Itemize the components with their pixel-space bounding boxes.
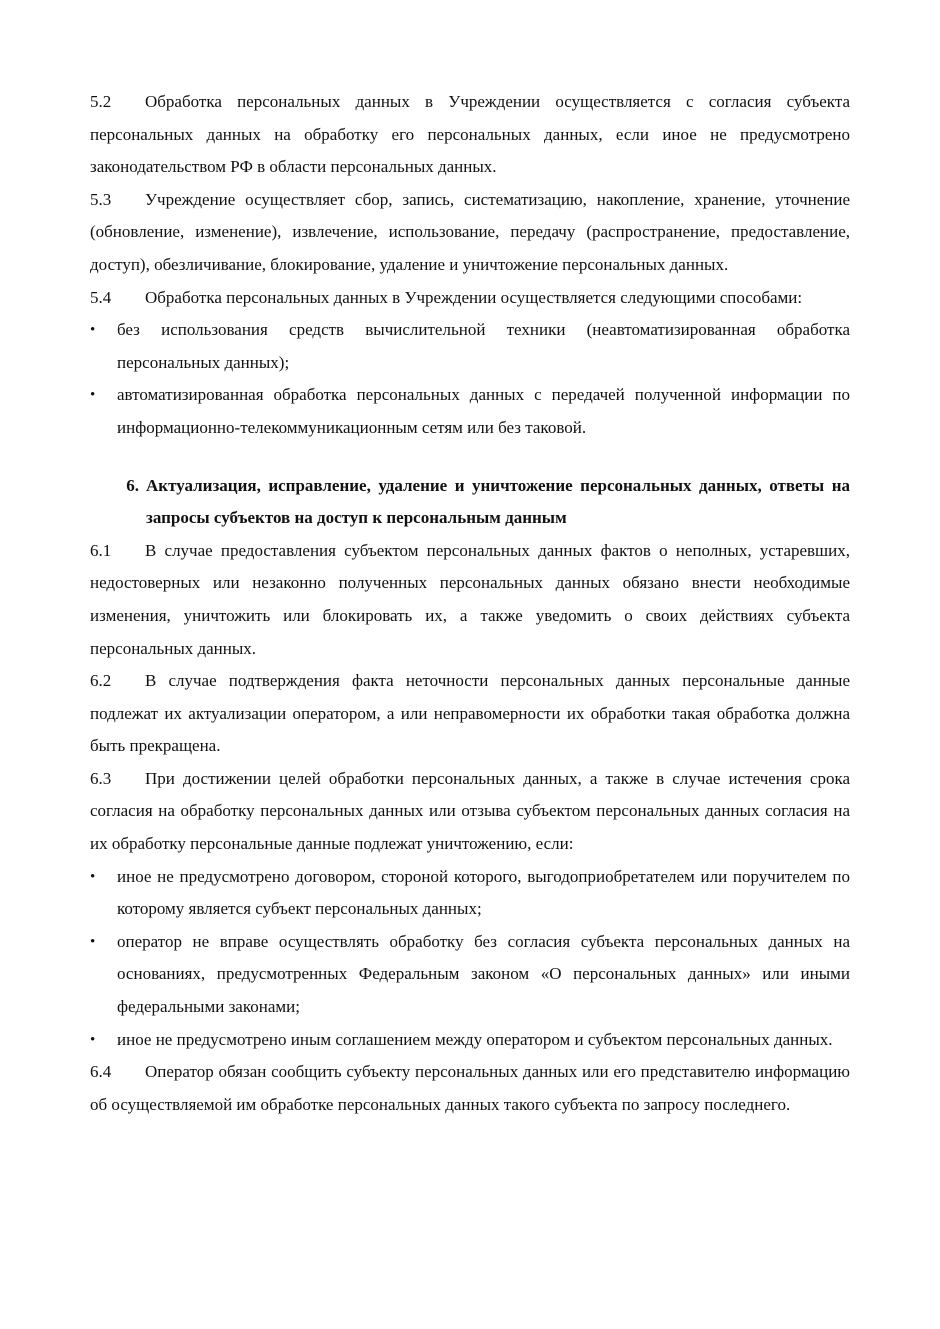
bullet-marker: • [90, 1031, 96, 1048]
list-item [90, 861, 850, 926]
section-title: Актуализация, исправление, удаление и уничтожение персональных данных, ответы на запросы субъектов на доступ к персональным данным [146, 475, 850, 528]
list-item-text: иное не предусмотрено договором, стороной которого, выгодоприобретателем или поручителем по которому является субъект персональных данных; [117, 866, 850, 919]
list-item-text: оператор не вправе осуществлять обработку без согласия субъекта персональных данных на основаниях, предусмотренных Федеральным законом «О персональных данных» или иными федеральными законами; [117, 931, 850, 1017]
list-item-text: без использования средств вычислительной техники (неавтоматизированная обработка персональных данных); [117, 320, 850, 372]
paragraph-text: Оператор обязан сообщить субъекту персональных данных или его представителю информацию об осуществляемой им обработке персональных данных такого субъекта по запросу последнего. [90, 1062, 850, 1114]
list-item-text: автоматизированная обработка персональных данных с передачей полученной информации по информационно-телекоммуникационным сетям или без таковой. [117, 385, 850, 437]
list-item [90, 926, 850, 1024]
paragraph-text: При достижении целей обработки персональных данных, а также в случае истечения срока согласия на обработку персональных данных или отзыва субъектом персональных данных согласия на их обработку персональные данные подлежат уничтожению, если: [90, 768, 850, 854]
section-heading [90, 470, 850, 535]
bullet-marker: • [90, 322, 96, 339]
paragraph-text: В случае предоставления субъектом персональных данных фактов о неполных, устаревших, недостоверных или незаконно полученных персональных данных обязано внести необходимые изменения, уничтожить или блокировать их, а также уведомить о своих действиях субъекта персональных данных. [90, 540, 850, 658]
list-item [90, 379, 850, 444]
paragraph-text: Учреждение осуществляет сбор, запись, систематизацию, накопление, хранение, уточнение (обновление, изменение), извлечение, использование, передачу (распространение, предоставление, доступ), обезличивание, блокирование, удаление и уничтожение персональных данных. [90, 189, 850, 274]
paragraph-5-2: 5.2 Обработка персональных данных в Учреждении осуществляется с согласия субъекта персональных данных на обработку его персональных данных, если иное не предусмотрено законодательством РФ в области персональных данных. [90, 86, 850, 184]
list-item-text: иное не предусмотрено иным соглашением между оператором и субъектом персональных данных. [117, 1029, 833, 1049]
paragraph-text: Обработка персональных данных в Учреждении осуществляется с согласия субъекта персональных данных на обработку его персональных данных, если иное не предусмотрено законодательством РФ в области персональных данных. [90, 92, 850, 177]
section-number: 6. [126, 475, 139, 495]
paragraph-6-4: 6.4 Оператор обязан сообщить субъекту персональных данных или его представителю информацию об осуществляемой им обработке персональных данных такого субъекта по запросу последнего. [90, 1056, 850, 1121]
paragraph-6-2: 6.2 В случае подтверждения факта неточности персональных данных персональные данные подлежат их актуализации оператором, а или неправомерности их обработки такая обработка должна быть прекращена. [90, 665, 850, 763]
list-item [90, 314, 850, 379]
paragraph-text: В случае подтверждения факта неточности персональных данных персональные данные подлежат их актуализации оператором, а или неправомерности их обработки такая обработка должна быть прекращена. [90, 671, 850, 756]
bullet-marker: • [90, 868, 96, 885]
paragraph-5-3: 5.3 Учреждение осуществляет сбор, запись, систематизацию, накопление, хранение, уточнение (обновление, изменение), извлечение, использование, передачу (распространение, предоставление, доступ), обезличивание, блокирование, удаление и уничтожение персональных данных. [90, 184, 850, 282]
paragraph-text: Обработка персональных данных в Учреждении осуществляется следующими способами: [145, 287, 803, 307]
paragraph-5-4: 5.4 Обработка персональных данных в Учреждении осуществляется следующими способами: [90, 282, 850, 315]
paragraph-6-1: 6.1 В случае предоставления субъектом персональных данных фактов о неполных, устаревших, недостоверных или незаконно полученных персональных данных обязано внести необходимые изменения, уничтожить или блокировать их, а также уведомить о своих действиях субъекта персональных данных. [90, 535, 850, 665]
paragraph-6-3: 6.3 При достижении целей обработки персональных данных, а также в случае истечения срока согласия на обработку персональных данных или отзыва субъектом персональных данных согласия на их обработку персональные данные подлежат уничтожению, если: [90, 763, 850, 861]
bullet-marker: • [90, 933, 96, 950]
list-item [90, 1024, 850, 1057]
bullet-marker: • [90, 387, 96, 404]
